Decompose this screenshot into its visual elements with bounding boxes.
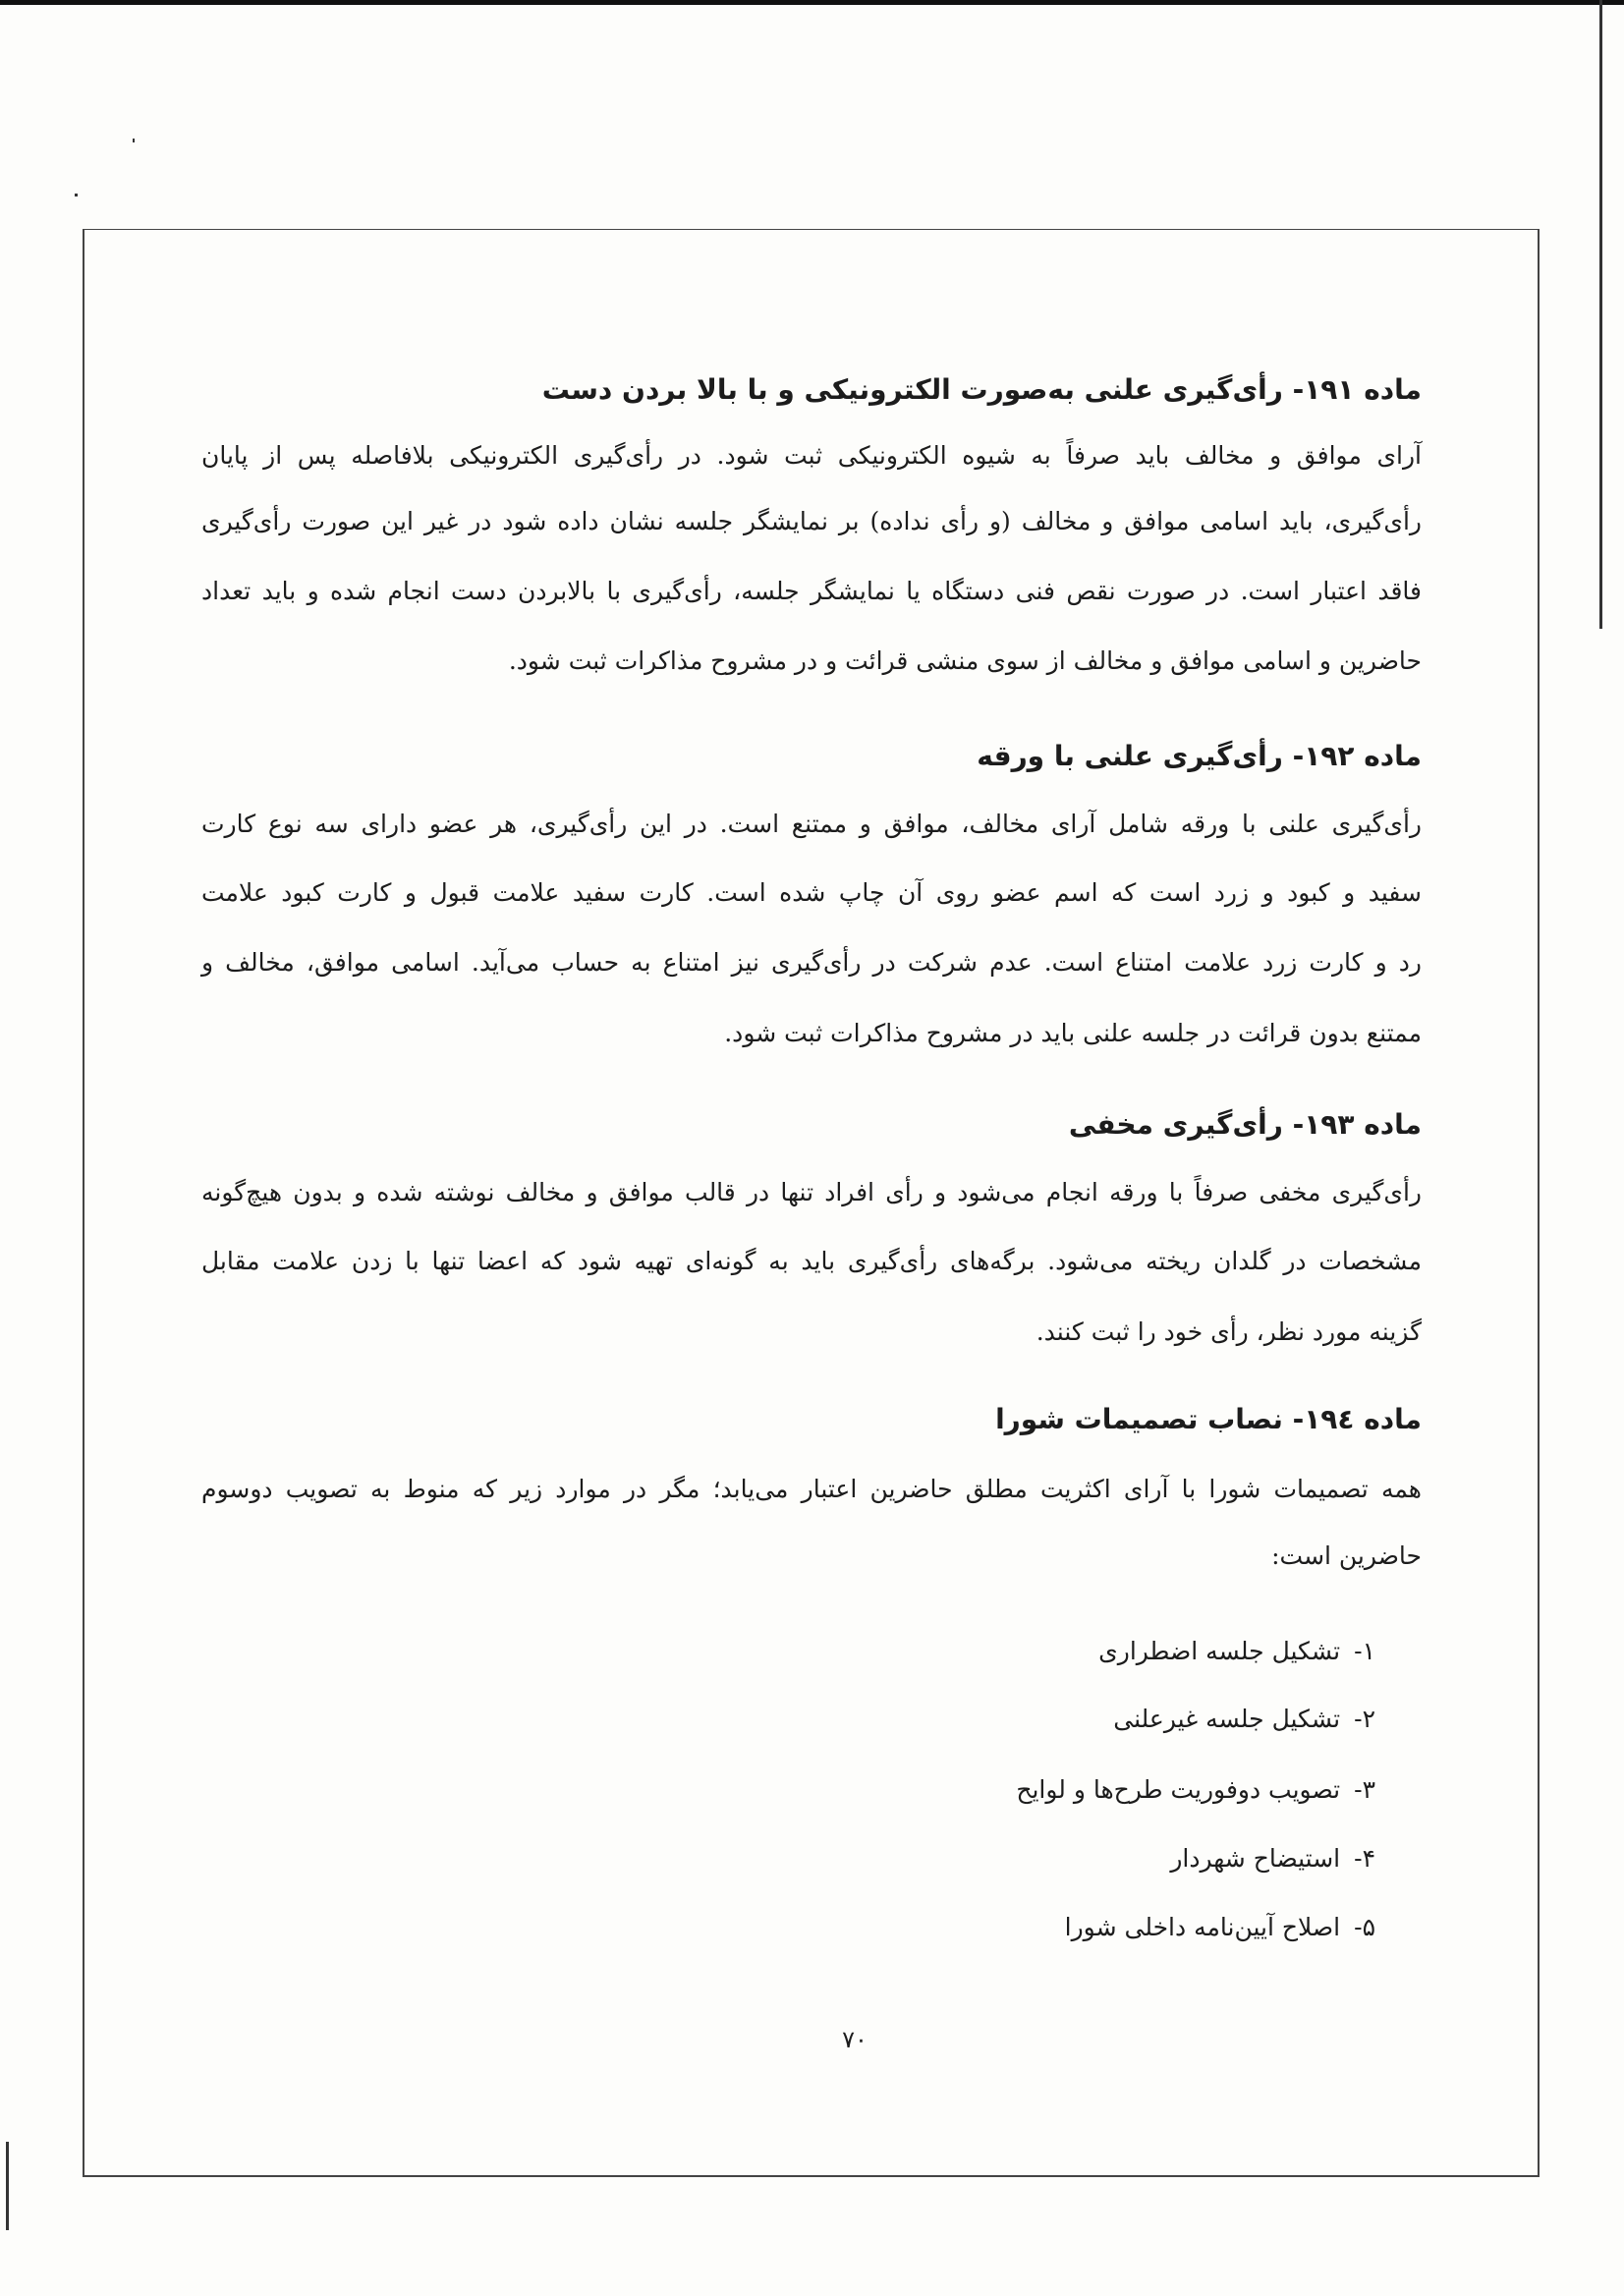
scan-speck: [133, 139, 135, 142]
list-item: [688, 1908, 1375, 1947]
list-item: [688, 1700, 1375, 1739]
article-191-line: حاضرین و اسامی موافق و مخالف از سوی منشی قرائت و در مشروح مذاکرات ثبت شود.: [508, 646, 1422, 675]
list-item-text: تشکیل جلسه اضطراری: [1098, 1637, 1341, 1665]
article-193-line: مشخصات در گلدان ریخته می‌شود. برگه‌های رأی‌گیری باید به گونه‌ای تهیه شود که اعضا تنها با زدن علامت مقابل: [201, 1247, 1422, 1275]
scan-speck: [75, 194, 78, 196]
list-item: [688, 1839, 1375, 1878]
article-191-line: آرای موافق و مخالف باید صرفاً به شیوه الکترونیکی ثبت شود. در رأی‌گیری الکترونیکی بلافاصله پس از پایان: [201, 441, 1422, 470]
article-194-line: همه تصمیمات شورا با آرای اکثریت مطلق حاضرین اعتبار می‌یابد؛ مگر در موارد زیر که منوط به تصویب دوسوم: [201, 1475, 1422, 1503]
article-192-line: رأی‌گیری علنی با ورقه شامل آرای مخالف، موافق و ممتنع است. در این رأی‌گیری، هر عضو دارای سه نوع کارت: [201, 810, 1422, 838]
article-193-line: گزینه مورد نظر، رأی خود را ثبت کنند.: [1036, 1317, 1422, 1346]
article-193-heading: ماده ۱۹۳- رأی‌گیری مخفی: [1068, 1108, 1422, 1141]
list-item: [688, 1770, 1375, 1810]
list-item-number: ۲-: [1354, 1705, 1375, 1733]
article-192-line: ممتنع بدون قرائت در جلسه علنی باید در مشروح مذاکرات ثبت شود.: [724, 1019, 1422, 1047]
scan-edge-mark: [6, 2142, 9, 2230]
article-191-heading: ماده ۱۹۱- رأی‌گیری علنی به‌صورت الکترونیکی و با بالا بردن دست: [541, 373, 1422, 406]
list-item-number: ۳-: [1354, 1775, 1375, 1804]
article-194-line: حاضرین است:: [1271, 1541, 1422, 1570]
article-192-heading: ماده ۱۹۲- رأی‌گیری علنی با ورقه: [977, 740, 1422, 772]
list-item-text: اصلاح آیین‌نامه داخلی شورا: [1064, 1913, 1341, 1941]
list-item-number: ۱-: [1354, 1637, 1375, 1665]
article-193-line: رأی‌گیری مخفی صرفاً با ورقه انجام می‌شود و رأی افراد تنها در قالب موافق و مخالف نوشته شده و بدون هیچ‌گونه: [201, 1178, 1422, 1206]
list-item-text: تشکیل جلسه غیرعلنی: [1113, 1705, 1341, 1733]
article-191-line: فاقد اعتبار است. در صورت نقص فنی دستگاه یا نمایشگر جلسه، رأی‌گیری با بالابردن دست انجام شده و باید تعداد: [201, 577, 1422, 605]
article-192-line: رد و کارت زرد علامت امتناع است. عدم شرکت در رأی‌گیری نیز امتناع به حساب می‌آید. اسامی موافق، مخالف و: [201, 948, 1422, 977]
scan-top-edge: [0, 0, 1624, 5]
article-191-line: رأی‌گیری، باید اسامی موافق و مخالف (و رأی نداده) بر نمایشگر جلسه نشان داده شود در غیر این صورت رأی‌گیری: [201, 507, 1422, 535]
list-item-number: ۴-: [1354, 1844, 1375, 1873]
list-item-text: تصویب دوفوریت طرح‌ها و لوایح: [1016, 1775, 1341, 1804]
page-number: ۷۰: [842, 2026, 868, 2053]
article-194-heading: ماده ۱۹٤- نصاب تصمیمات شورا: [995, 1403, 1422, 1435]
list-item-number: ۵-: [1354, 1913, 1375, 1941]
article-192-line: سفید و کبود و زرد است که اسم عضو روی آن چاپ شده است. کارت سفید علامت قبول و کارت کبود علامت: [201, 878, 1422, 907]
list-item: [688, 1632, 1375, 1671]
list-item-text: استیضاح شهردار: [1170, 1844, 1341, 1873]
scan-right-edge: [1599, 0, 1602, 629]
